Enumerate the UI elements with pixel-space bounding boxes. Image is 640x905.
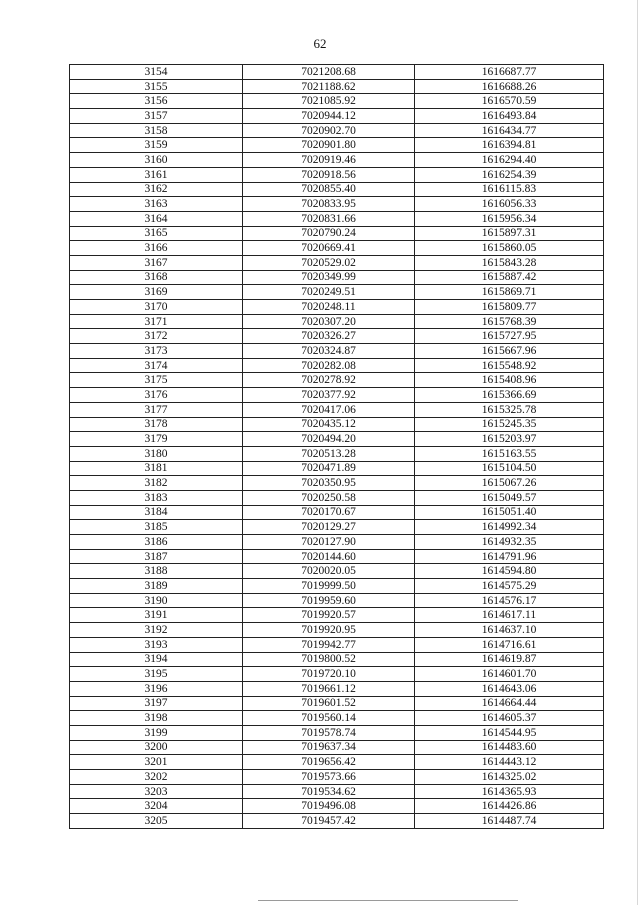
point-number-cell: 3201 xyxy=(70,755,243,770)
table-row xyxy=(70,226,604,241)
table-row xyxy=(70,770,604,785)
x-coordinate-cell: 7019959.60 xyxy=(243,593,415,608)
y-coordinate-cell: 1615843.28 xyxy=(415,255,604,270)
y-coordinate-cell: 1616394.81 xyxy=(415,138,604,153)
y-coordinate-cell: 1614992.34 xyxy=(415,520,604,535)
table-row xyxy=(70,109,604,124)
y-coordinate-cell: 1616688.26 xyxy=(415,79,604,94)
point-number-cell: 3167 xyxy=(70,255,243,270)
y-coordinate-cell: 1615887.42 xyxy=(415,270,604,285)
point-number-cell: 3191 xyxy=(70,608,243,623)
table-row xyxy=(70,505,604,520)
y-coordinate-cell: 1615049.57 xyxy=(415,490,604,505)
point-number-cell: 3185 xyxy=(70,520,243,535)
point-number-cell: 3180 xyxy=(70,446,243,461)
table-row xyxy=(70,138,604,153)
page-number: 62 xyxy=(313,36,327,51)
table-row xyxy=(70,755,604,770)
point-number-cell: 3195 xyxy=(70,667,243,682)
point-number-cell: 3164 xyxy=(70,211,243,226)
table-row xyxy=(70,388,604,403)
point-number-cell: 3155 xyxy=(70,79,243,94)
x-coordinate-cell: 7020127.90 xyxy=(243,535,415,550)
table-row xyxy=(70,740,604,755)
x-coordinate-cell: 7020831.66 xyxy=(243,211,415,226)
point-number-cell: 3202 xyxy=(70,770,243,785)
y-coordinate-cell: 1615245.35 xyxy=(415,417,604,432)
y-coordinate-cell: 1615956.34 xyxy=(415,211,604,226)
point-number-cell: 3169 xyxy=(70,285,243,300)
x-coordinate-cell: 7020918.56 xyxy=(243,167,415,182)
y-coordinate-cell: 1614576.17 xyxy=(415,593,604,608)
x-coordinate-cell: 7019656.42 xyxy=(243,755,415,770)
point-number-cell: 3154 xyxy=(70,65,243,80)
point-number-cell: 3160 xyxy=(70,153,243,168)
x-coordinate-cell: 7020790.24 xyxy=(243,226,415,241)
point-number-cell: 3196 xyxy=(70,681,243,696)
point-number-cell: 3200 xyxy=(70,740,243,755)
table-row xyxy=(70,490,604,505)
point-number-cell: 3158 xyxy=(70,123,243,138)
table-row xyxy=(70,300,604,315)
table-row xyxy=(70,167,604,182)
x-coordinate-cell: 7019560.14 xyxy=(243,711,415,726)
point-number-cell: 3198 xyxy=(70,711,243,726)
point-number-cell: 3177 xyxy=(70,402,243,417)
table-row xyxy=(70,725,604,740)
point-number-cell: 3205 xyxy=(70,814,243,829)
y-coordinate-cell: 1615860.05 xyxy=(415,241,604,256)
table-row xyxy=(70,711,604,726)
x-coordinate-cell: 7020248.11 xyxy=(243,300,415,315)
x-coordinate-cell: 7020170.67 xyxy=(243,505,415,520)
x-coordinate-cell: 7019601.52 xyxy=(243,696,415,711)
point-number-cell: 3183 xyxy=(70,490,243,505)
table-row xyxy=(70,241,604,256)
point-number-cell: 3203 xyxy=(70,784,243,799)
point-number-cell: 3199 xyxy=(70,725,243,740)
x-coordinate-cell: 7019661.12 xyxy=(243,681,415,696)
y-coordinate-cell: 1614575.29 xyxy=(415,579,604,594)
y-coordinate-cell: 1616570.59 xyxy=(415,94,604,109)
point-number-cell: 3188 xyxy=(70,564,243,579)
table-row xyxy=(70,784,604,799)
table-row xyxy=(70,153,604,168)
y-coordinate-cell: 1614544.95 xyxy=(415,725,604,740)
y-coordinate-cell: 1614605.37 xyxy=(415,711,604,726)
x-coordinate-cell: 7020471.89 xyxy=(243,461,415,476)
x-coordinate-cell: 7020324.87 xyxy=(243,344,415,359)
y-coordinate-cell: 1614932.35 xyxy=(415,535,604,550)
x-coordinate-cell: 7019942.77 xyxy=(243,637,415,652)
y-coordinate-cell: 1614443.12 xyxy=(415,755,604,770)
x-coordinate-cell: 7020944.12 xyxy=(243,109,415,124)
point-number-cell: 3189 xyxy=(70,579,243,594)
table-row xyxy=(70,270,604,285)
point-number-cell: 3193 xyxy=(70,637,243,652)
page-edge-right xyxy=(637,0,638,905)
x-coordinate-cell: 7020513.28 xyxy=(243,446,415,461)
y-coordinate-cell: 1615104.50 xyxy=(415,461,604,476)
point-number-cell: 3173 xyxy=(70,344,243,359)
table-row xyxy=(70,461,604,476)
y-coordinate-cell: 1614365.93 xyxy=(415,784,604,799)
point-number-cell: 3168 xyxy=(70,270,243,285)
y-coordinate-cell: 1615051.40 xyxy=(415,505,604,520)
table-row xyxy=(70,476,604,491)
x-coordinate-cell: 7020435.12 xyxy=(243,417,415,432)
page-edge-bottom xyxy=(258,900,518,901)
point-number-cell: 3172 xyxy=(70,329,243,344)
point-number-cell: 3179 xyxy=(70,432,243,447)
x-coordinate-cell: 7020417.06 xyxy=(243,402,415,417)
y-coordinate-cell: 1616687.77 xyxy=(415,65,604,80)
x-coordinate-cell: 7019800.52 xyxy=(243,652,415,667)
y-coordinate-cell: 1614487.74 xyxy=(415,814,604,829)
table-row xyxy=(70,579,604,594)
table-row xyxy=(70,623,604,638)
x-coordinate-cell: 7020250.58 xyxy=(243,490,415,505)
x-coordinate-cell: 7021208.68 xyxy=(243,65,415,80)
x-coordinate-cell: 7020249.51 xyxy=(243,285,415,300)
x-coordinate-cell: 7020307.20 xyxy=(243,314,415,329)
y-coordinate-cell: 1615163.55 xyxy=(415,446,604,461)
point-number-cell: 3184 xyxy=(70,505,243,520)
table-row xyxy=(70,79,604,94)
point-number-cell: 3157 xyxy=(70,109,243,124)
y-coordinate-cell: 1614716.61 xyxy=(415,637,604,652)
table-row xyxy=(70,197,604,212)
table-row xyxy=(70,667,604,682)
y-coordinate-cell: 1614619.87 xyxy=(415,652,604,667)
point-number-cell: 3181 xyxy=(70,461,243,476)
point-number-cell: 3178 xyxy=(70,417,243,432)
point-number-cell: 3162 xyxy=(70,182,243,197)
point-number-cell: 3165 xyxy=(70,226,243,241)
x-coordinate-cell: 7020144.60 xyxy=(243,549,415,564)
y-coordinate-cell: 1616115.83 xyxy=(415,182,604,197)
x-coordinate-cell: 7020020.05 xyxy=(243,564,415,579)
table-row xyxy=(70,799,604,814)
y-coordinate-cell: 1615809.77 xyxy=(415,300,604,315)
y-coordinate-cell: 1614325.02 xyxy=(415,770,604,785)
table-row xyxy=(70,211,604,226)
table-row xyxy=(70,814,604,829)
x-coordinate-cell: 7019920.95 xyxy=(243,623,415,638)
point-number-cell: 3174 xyxy=(70,358,243,373)
table-row xyxy=(70,549,604,564)
table-row xyxy=(70,255,604,270)
point-number-cell: 3190 xyxy=(70,593,243,608)
x-coordinate-cell: 7019920.57 xyxy=(243,608,415,623)
x-coordinate-cell: 7019534.62 xyxy=(243,784,415,799)
x-coordinate-cell: 7020855.40 xyxy=(243,182,415,197)
x-coordinate-cell: 7020669.41 xyxy=(243,241,415,256)
x-coordinate-cell: 7019720.10 xyxy=(243,667,415,682)
table-row xyxy=(70,314,604,329)
y-coordinate-cell: 1616056.33 xyxy=(415,197,604,212)
y-coordinate-cell: 1615869.71 xyxy=(415,285,604,300)
table-row xyxy=(70,329,604,344)
y-coordinate-cell: 1616254.39 xyxy=(415,167,604,182)
x-coordinate-cell: 7019457.42 xyxy=(243,814,415,829)
table-row xyxy=(70,358,604,373)
y-coordinate-cell: 1615325.78 xyxy=(415,402,604,417)
table-row xyxy=(70,94,604,109)
y-coordinate-cell: 1615548.92 xyxy=(415,358,604,373)
point-number-cell: 3192 xyxy=(70,623,243,638)
x-coordinate-cell: 7020349.99 xyxy=(243,270,415,285)
table-row xyxy=(70,520,604,535)
y-coordinate-cell: 1614594.80 xyxy=(415,564,604,579)
y-coordinate-cell: 1614643.06 xyxy=(415,681,604,696)
table-row xyxy=(70,285,604,300)
point-number-cell: 3166 xyxy=(70,241,243,256)
x-coordinate-cell: 7019496.08 xyxy=(243,799,415,814)
y-coordinate-cell: 1615768.39 xyxy=(415,314,604,329)
table-row xyxy=(70,432,604,447)
point-number-cell: 3176 xyxy=(70,388,243,403)
coordinates-table-body xyxy=(70,65,604,829)
x-coordinate-cell: 7020494.20 xyxy=(243,432,415,447)
table-row xyxy=(70,593,604,608)
y-coordinate-cell: 1614483.60 xyxy=(415,740,604,755)
point-number-cell: 3175 xyxy=(70,373,243,388)
table-row xyxy=(70,696,604,711)
y-coordinate-cell: 1615897.31 xyxy=(415,226,604,241)
x-coordinate-cell: 7020350.95 xyxy=(243,476,415,491)
x-coordinate-cell: 7020833.95 xyxy=(243,197,415,212)
table-row xyxy=(70,123,604,138)
table-row xyxy=(70,417,604,432)
y-coordinate-cell: 1616434.77 xyxy=(415,123,604,138)
table-row xyxy=(70,65,604,80)
x-coordinate-cell: 7019573.66 xyxy=(243,770,415,785)
y-coordinate-cell: 1615067.26 xyxy=(415,476,604,491)
point-number-cell: 3156 xyxy=(70,94,243,109)
point-number-cell: 3163 xyxy=(70,197,243,212)
x-coordinate-cell: 7020326.27 xyxy=(243,329,415,344)
y-coordinate-cell: 1614637.10 xyxy=(415,623,604,638)
y-coordinate-cell: 1615203.97 xyxy=(415,432,604,447)
point-number-cell: 3194 xyxy=(70,652,243,667)
point-number-cell: 3171 xyxy=(70,314,243,329)
x-coordinate-cell: 7021188.62 xyxy=(243,79,415,94)
x-coordinate-cell: 7020919.46 xyxy=(243,153,415,168)
y-coordinate-cell: 1615408.96 xyxy=(415,373,604,388)
y-coordinate-cell: 1614664.44 xyxy=(415,696,604,711)
y-coordinate-cell: 1615727.95 xyxy=(415,329,604,344)
table-row xyxy=(70,637,604,652)
y-coordinate-cell: 1614617.11 xyxy=(415,608,604,623)
point-number-cell: 3197 xyxy=(70,696,243,711)
point-number-cell: 3182 xyxy=(70,476,243,491)
x-coordinate-cell: 7020901.80 xyxy=(243,138,415,153)
x-coordinate-cell: 7020278.92 xyxy=(243,373,415,388)
table-row xyxy=(70,535,604,550)
table-row xyxy=(70,681,604,696)
y-coordinate-cell: 1614791.96 xyxy=(415,549,604,564)
x-coordinate-cell: 7020377.92 xyxy=(243,388,415,403)
x-coordinate-cell: 7020282.08 xyxy=(243,358,415,373)
y-coordinate-cell: 1616294.40 xyxy=(415,153,604,168)
point-number-cell: 3161 xyxy=(70,167,243,182)
x-coordinate-cell: 7019999.50 xyxy=(243,579,415,594)
y-coordinate-cell: 1614601.70 xyxy=(415,667,604,682)
table-row xyxy=(70,608,604,623)
x-coordinate-cell: 7019637.34 xyxy=(243,740,415,755)
point-number-cell: 3186 xyxy=(70,535,243,550)
point-number-cell: 3159 xyxy=(70,138,243,153)
y-coordinate-cell: 1616493.84 xyxy=(415,109,604,124)
x-coordinate-cell: 7020129.27 xyxy=(243,520,415,535)
x-coordinate-cell: 7019578.74 xyxy=(243,725,415,740)
point-number-cell: 3170 xyxy=(70,300,243,315)
coordinates-table xyxy=(69,64,604,829)
y-coordinate-cell: 1615667.96 xyxy=(415,344,604,359)
x-coordinate-cell: 7021085.92 xyxy=(243,94,415,109)
x-coordinate-cell: 7020902.70 xyxy=(243,123,415,138)
table-row xyxy=(70,564,604,579)
table-row xyxy=(70,446,604,461)
table-row xyxy=(70,373,604,388)
x-coordinate-cell: 7020529.02 xyxy=(243,255,415,270)
table-row xyxy=(70,182,604,197)
table-row xyxy=(70,344,604,359)
table-row xyxy=(70,652,604,667)
point-number-cell: 3187 xyxy=(70,549,243,564)
point-number-cell: 3204 xyxy=(70,799,243,814)
y-coordinate-cell: 1615366.69 xyxy=(415,388,604,403)
table-row xyxy=(70,402,604,417)
y-coordinate-cell: 1614426.86 xyxy=(415,799,604,814)
